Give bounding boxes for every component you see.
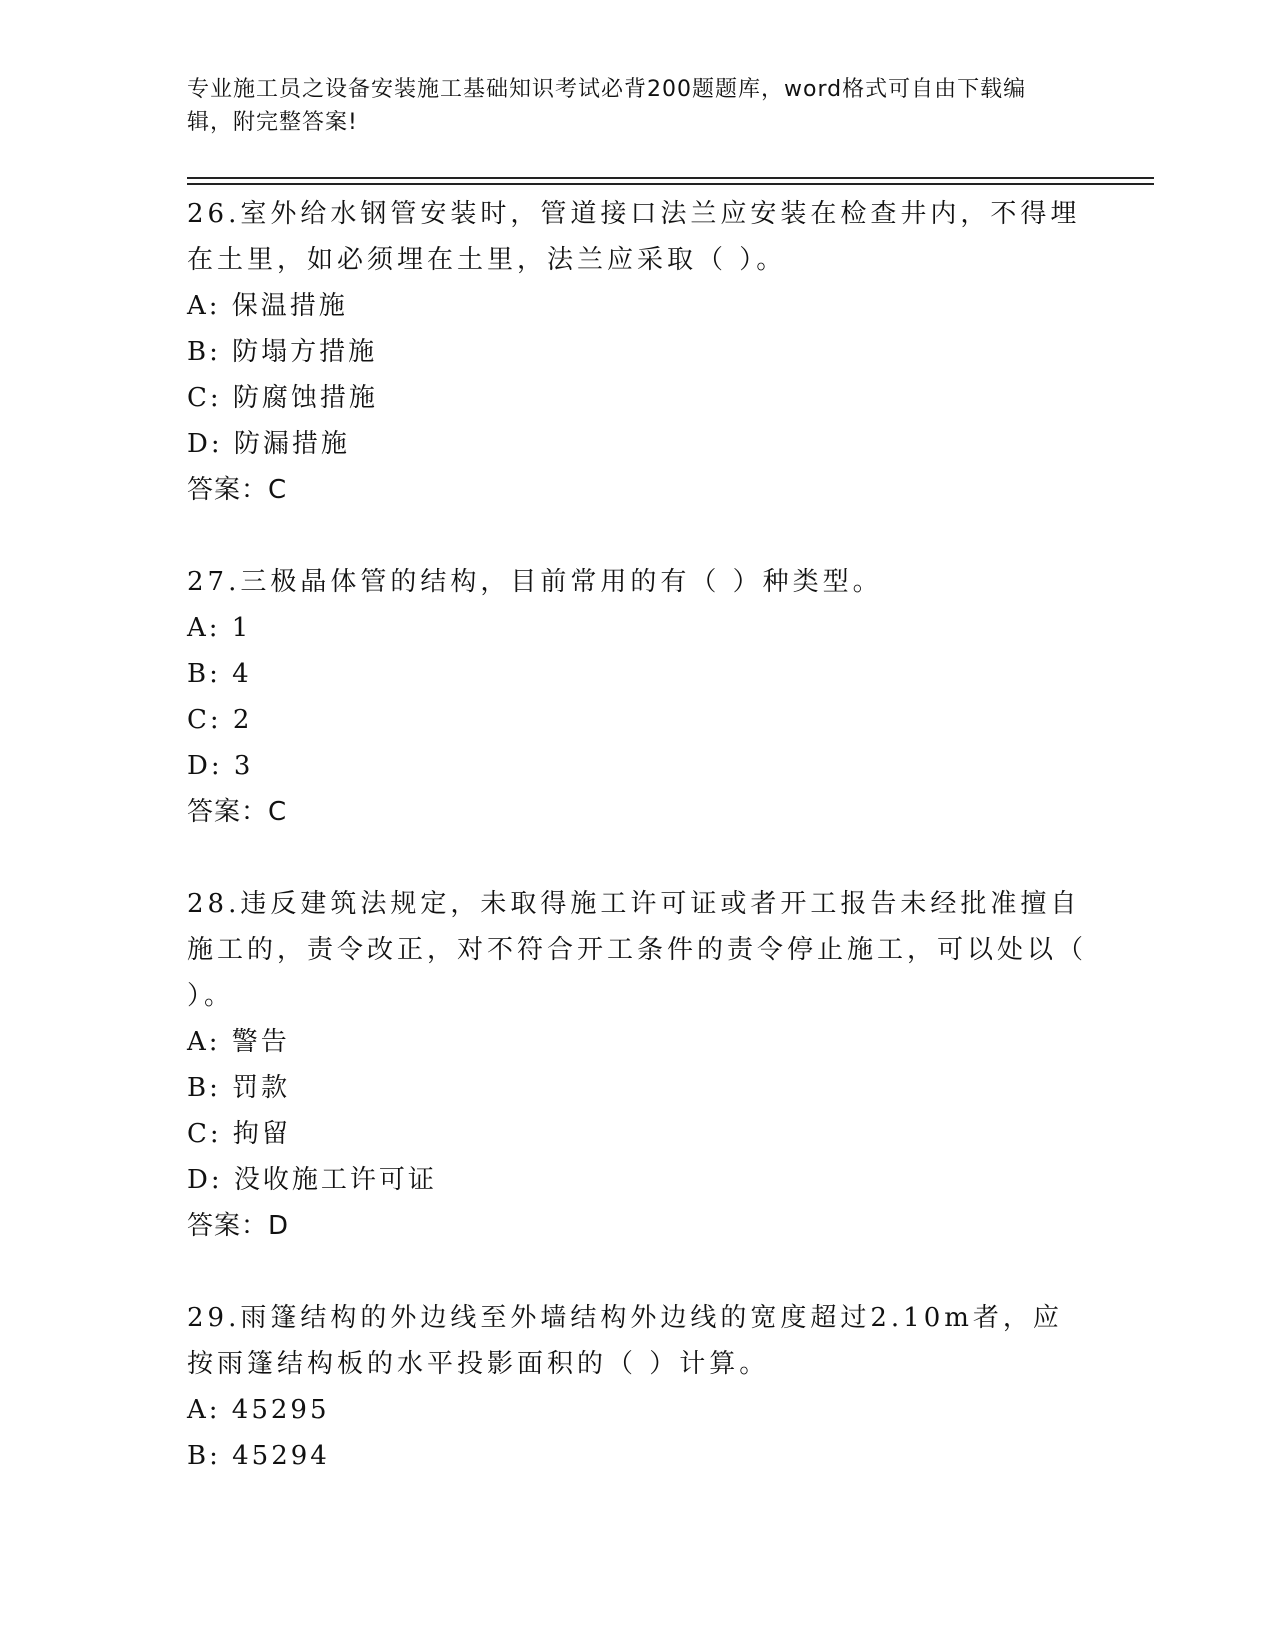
question-28 — [187, 881, 1087, 1249]
question-spacer — [187, 835, 1087, 881]
option-b: B: 45294 — [187, 1441, 330, 1471]
option-c: C: 2 — [187, 705, 253, 735]
question-text: 29.雨篷结构的外边线至外墙结构外边线的宽度超过2.10m者，应按雨篷结构板的水平投影面积的（ ）计算。 — [187, 1303, 1063, 1379]
question-text: 27.三极晶体管的结构，目前常用的有（ ）种类型。 — [187, 567, 883, 597]
option-a: A: 警告 — [187, 1027, 290, 1057]
header-divider-top — [187, 177, 1154, 179]
question-26 — [187, 191, 1087, 513]
answer-label: 答案：C — [187, 475, 288, 505]
answer-label: 答案：D — [187, 1211, 290, 1241]
option-c: C: 拘留 — [187, 1119, 291, 1149]
question-spacer — [187, 1249, 1087, 1295]
option-b: B: 防塌方措施 — [187, 337, 378, 367]
document-header: 专业施工员之设备安装施工基础知识考试必背200题题库，word格式可自由下载编辑，附完整答案! — [187, 77, 1027, 135]
header-divider-bottom — [187, 183, 1154, 185]
answer-label: 答案：C — [187, 797, 288, 827]
question-spacer — [187, 513, 1087, 559]
question-list — [187, 191, 1087, 1479]
option-c: C: 防腐蚀措施 — [187, 383, 378, 413]
question-text: 28.违反建筑法规定，未取得施工许可证或者开工报告未经批准擅自施工的，责令改正，对不符合开工条件的责令停止施工，可以处以（ ）。 — [187, 889, 1088, 1011]
question-text: 26.室外给水钢管安装时，管道接口法兰应安装在检查井内，不得埋在土里，如必须埋在土里，法兰应采取（ ）。 — [187, 199, 1081, 275]
option-a: A: 保温措施 — [187, 291, 348, 321]
option-d: D: 防漏措施 — [187, 429, 350, 459]
option-d: D: 3 — [187, 751, 254, 781]
option-b: B: 罚款 — [187, 1073, 291, 1103]
option-b: B: 4 — [187, 659, 252, 689]
option-a: A: 1 — [187, 613, 252, 643]
question-29 — [187, 1295, 1087, 1479]
option-a: A: 45295 — [187, 1395, 330, 1425]
option-d: D: 没收施工许可证 — [187, 1165, 437, 1195]
question-27 — [187, 559, 1087, 835]
